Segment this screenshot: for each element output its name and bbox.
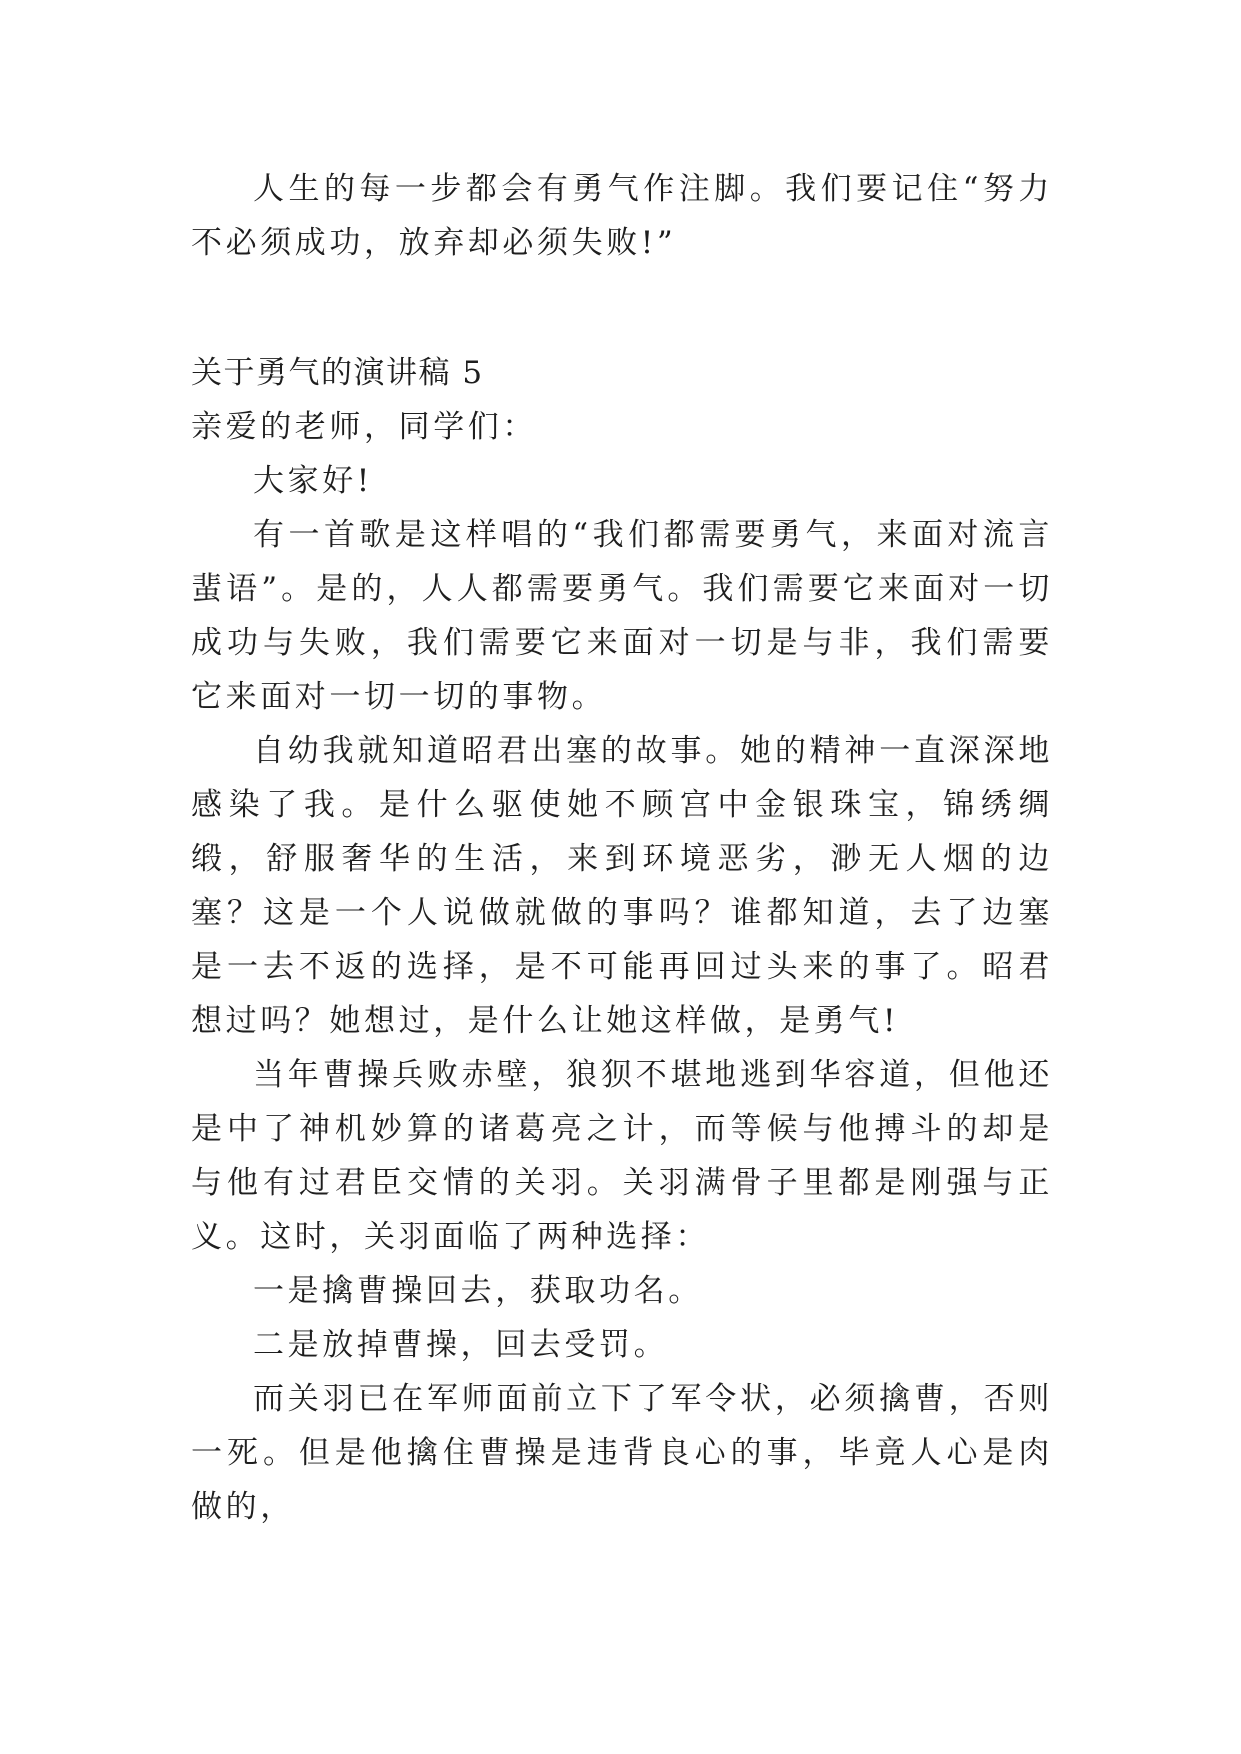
intro-paragraph: 人生的每一步都会有勇气作注脚。我们要记住“努力不必须成功，放弃却必须失败!” [191, 171, 1053, 261]
greeting-line: 亲爱的老师，同学们： [191, 409, 537, 445]
body-paragraph: 自幼我就知道昭君出塞的故事。她的精神一直深深地感染了我。是什么驱使她不顾宫中金银珠宝，锦绣绸缎，舒服奢华的生活，来到环境恶劣，渺无人烟的边塞？这是一个人说做就做的事吗？谁都知道，去了边塞是一去不返的选择，是不可能再回过头来的事了。昭君想过吗？她想过，是什么让她这样做，是勇气! [191, 733, 1053, 1039]
section-gap [191, 270, 1053, 346]
body-paragraph: 大家好! [253, 463, 373, 499]
body-paragraph: 有一首歌是这样唱的“我们都需要勇气，来面对流言蜚语”。是的，人人都需要勇气。我们需要它来面对一切成功与失败，我们需要它来面对一切是与非，我们需要它来面对一切一切的事物。 [191, 517, 1053, 715]
body-paragraph: 二是放掉曹操，回去受罚。 [253, 1327, 669, 1363]
section-title: 关于勇气的演讲稿 5 [191, 355, 484, 391]
body-paragraph: 而关羽已在军师面前立下了军令状，必须擒曹，否则一死。但是他擒住曹操是违背良心的事，毕竟人心是肉做的， [191, 1381, 1053, 1525]
body-paragraph: 当年曹操兵败赤壁，狼狈不堪地逃到华容道，但他还是中了神机妙算的诸葛亮之计，而等候与他搏斗的却是与他有过君臣交情的关羽。关羽满骨子里都是刚强与正义。这时，关羽面临了两种选择： [191, 1057, 1053, 1255]
body-paragraph: 一是擒曹操回去，获取功名。 [253, 1273, 703, 1309]
document-body [191, 162, 1053, 1534]
